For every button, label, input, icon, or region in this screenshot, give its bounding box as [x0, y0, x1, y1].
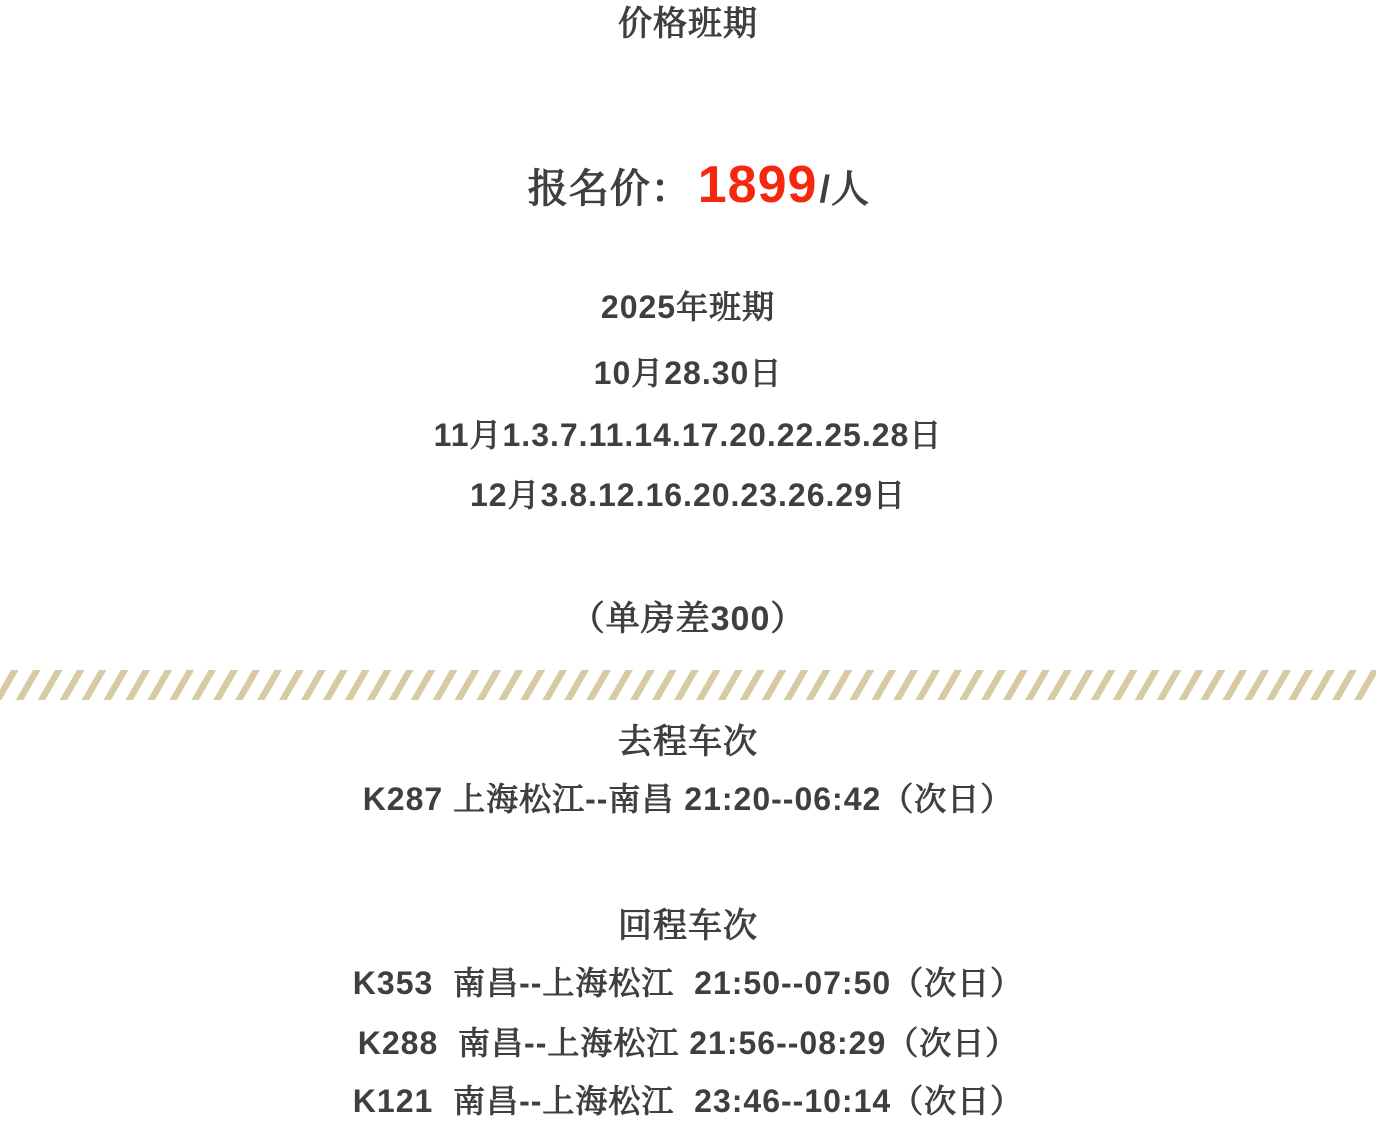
price-unit: /人 — [819, 169, 871, 212]
price-row — [0, 138, 1376, 235]
outbound-trains-heading: 去程车次 — [618, 723, 758, 761]
schedule-date-december: 12月3.8.12.16.20.23.26.29日 — [470, 477, 906, 513]
return-train-k353: K353 南昌--上海松江 21:50--07:50（次日） — [352, 965, 1024, 1001]
schedule-date-october: 10月28.30日 — [593, 355, 783, 391]
return-trains-heading: 回程车次 — [618, 907, 758, 945]
schedule-date-november: 11月1.3.7.11.14.17.20.22.25.28日 — [433, 417, 943, 453]
return-train-k288: K288 南昌--上海松江 21:56--08:29（次日） — [357, 1025, 1019, 1061]
price-value: 1899 — [697, 156, 818, 215]
single-room-supplement-note: （单房差300） — [570, 600, 806, 638]
price-label: 报名价： — [527, 167, 692, 212]
schedule-heading: 2025年班期 — [600, 289, 776, 325]
return-train-k121: K121 南昌--上海松江 23:46--10:14（次日） — [352, 1083, 1024, 1119]
page-title: 价格班期 — [618, 5, 758, 43]
outbound-train-k287: K287 上海松江--南昌 21:20--06:42（次日） — [362, 781, 1014, 817]
diagonal-stripe-divider — [0, 670, 1376, 700]
